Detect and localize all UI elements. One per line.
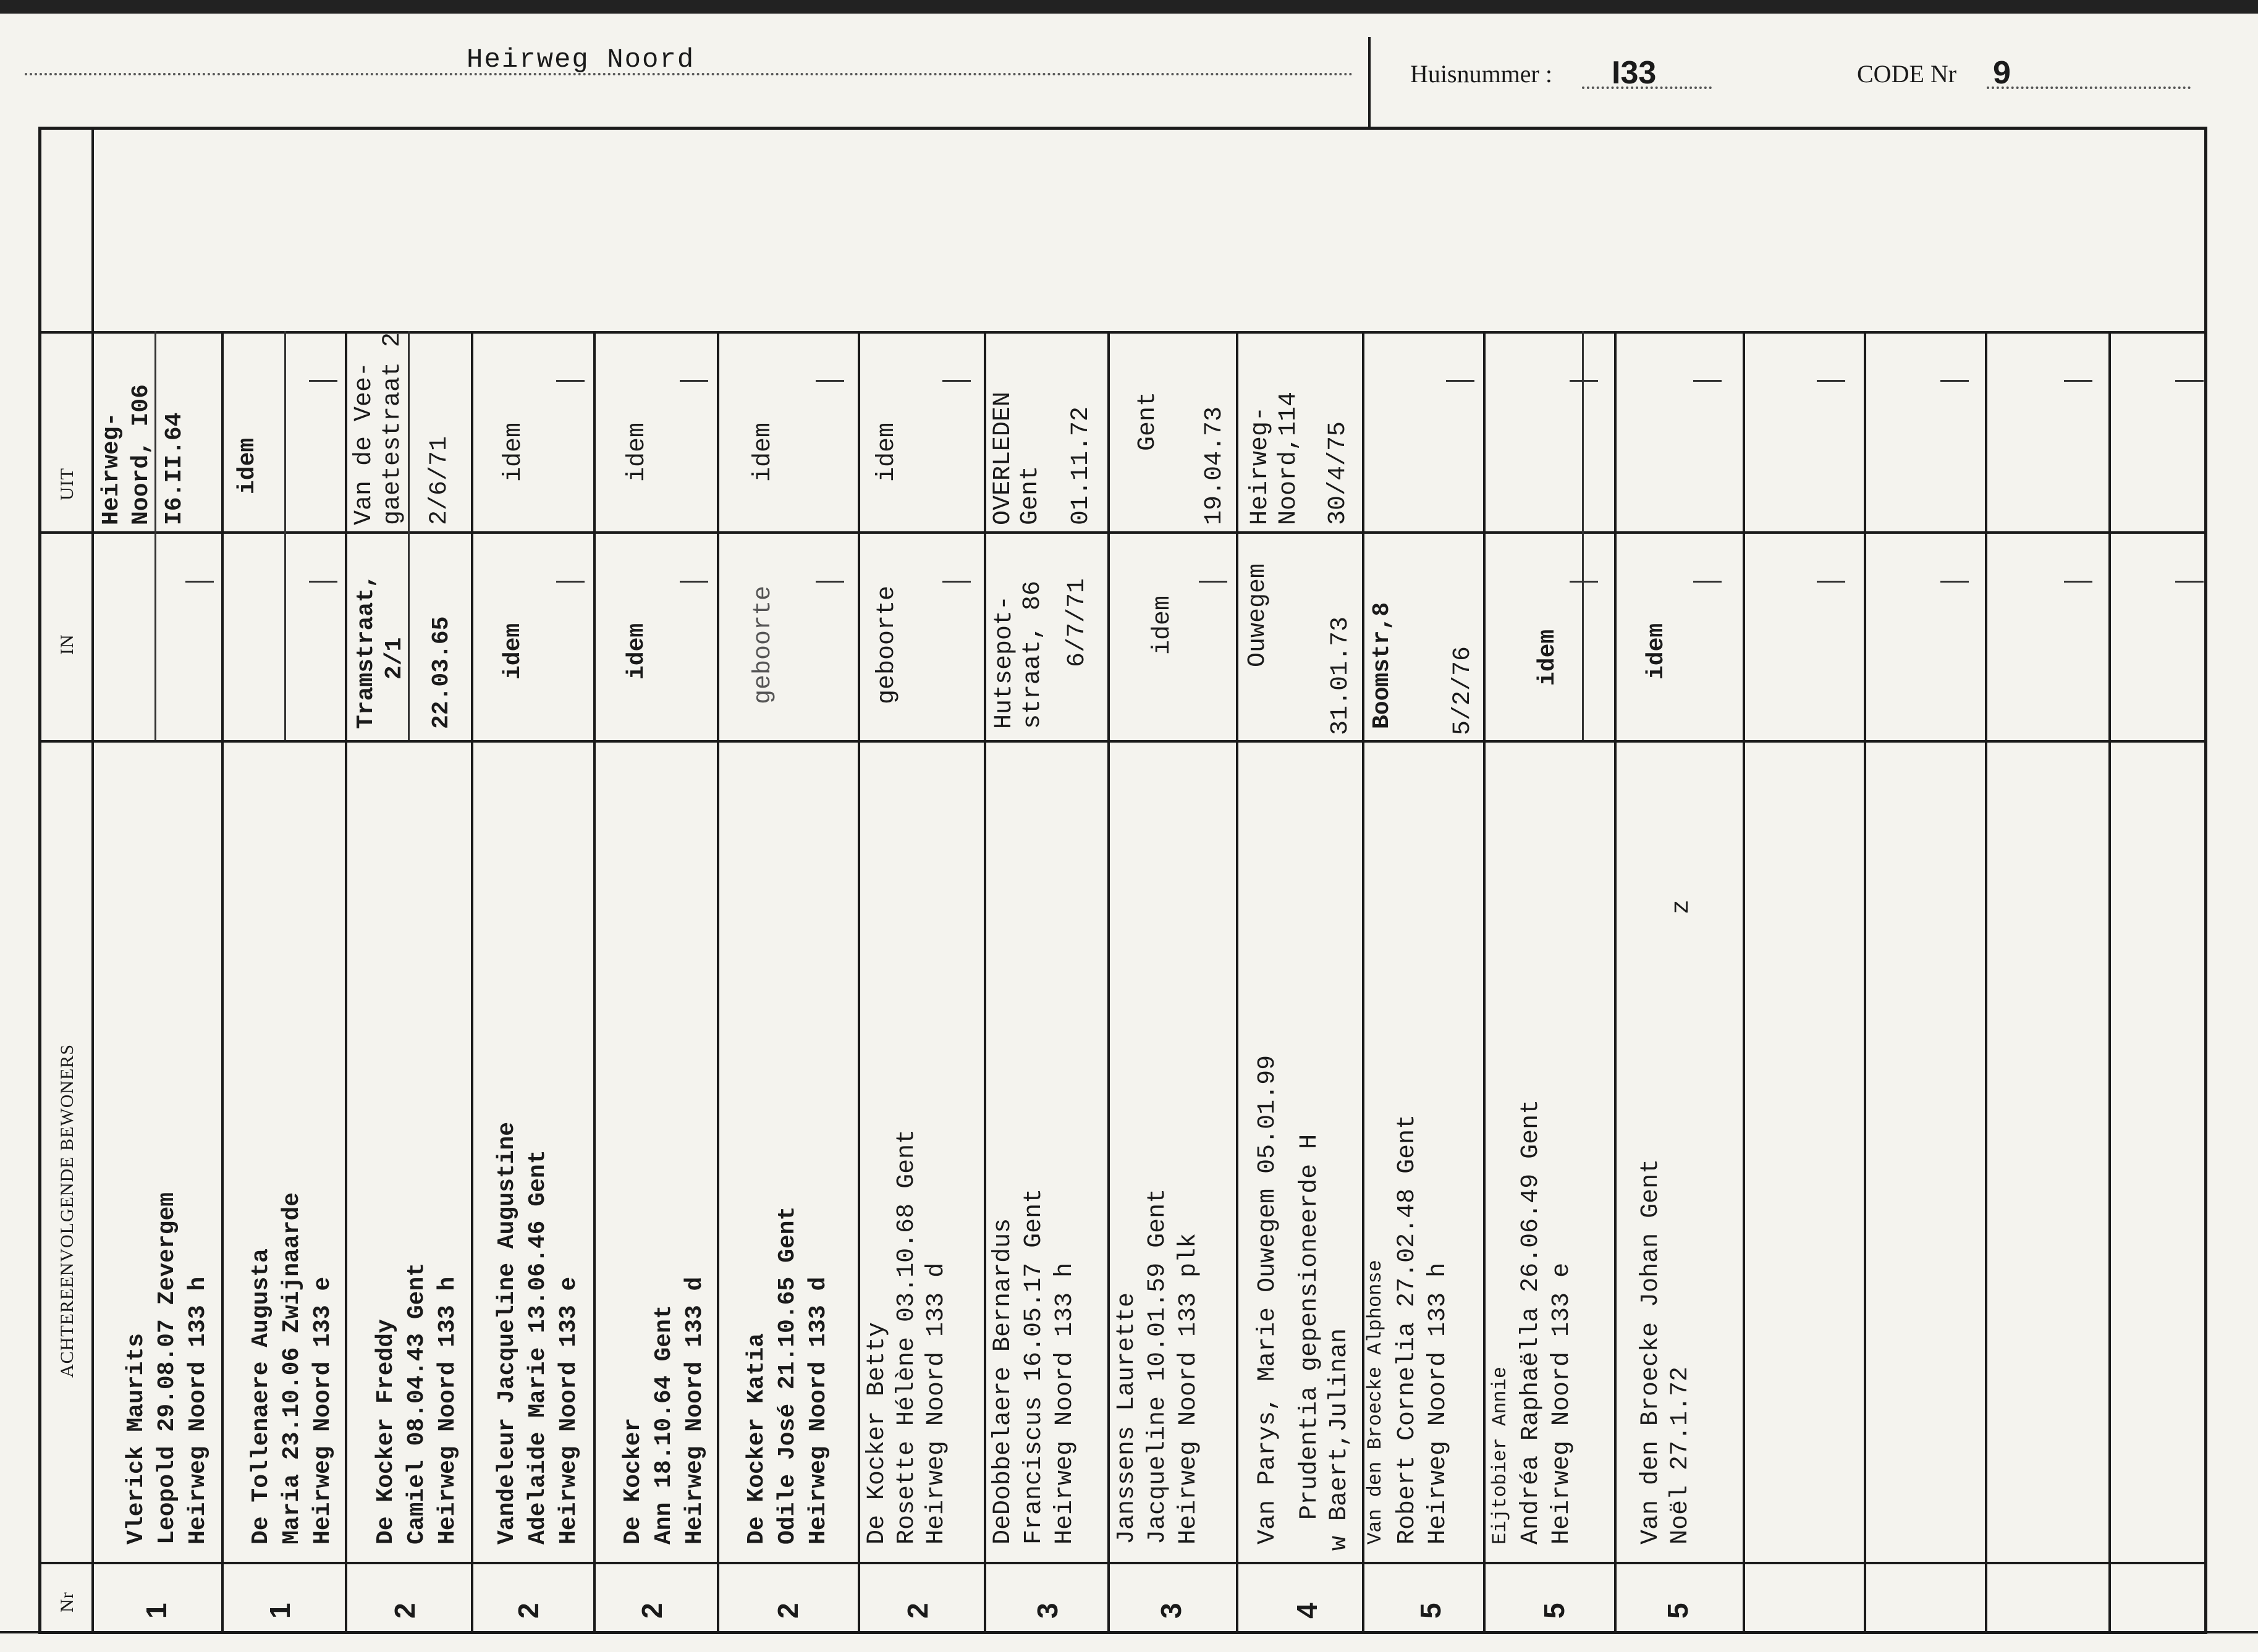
entry-in: Hutsepot- [991,595,1018,729]
row-divider [1614,331,1617,1632]
entry-nr: 2 [389,1603,421,1619]
entry-nr: 5 [1538,1603,1570,1619]
row-divider [717,331,719,1632]
col-uit-label: UIT [57,468,77,500]
subcell-line [1582,331,1584,531]
row-divider [858,331,860,1632]
empty-cell-mark [816,380,844,382]
code-label: CODE Nr [1857,60,1957,88]
entry-line: Robert Cornelia 27.02.48 Gent [1393,1114,1421,1545]
entry-uit: Noord, I06 [128,384,154,525]
entry-uit: idem [873,422,901,482]
entry-line: DeDobbelaere Bernardus [989,1218,1017,1545]
bewoners-top-line [38,740,2207,743]
row-divider [1743,331,1745,1632]
entry-nr: 5 [1662,1603,1694,1619]
empty-cell-mark [556,581,585,583]
entry-line: Andréa Raphaëlla 26.06.49 Gent [1517,1099,1545,1545]
street-name: Heirweg Noord [467,44,695,75]
entry-line: De Tollenaere Augusta [248,1249,274,1545]
empty-cell-mark [1570,380,1598,382]
entry-line: Heirweg Noord 133 h [185,1276,211,1545]
entry-uit: Heirweg- [98,412,125,525]
entry-uit: gaetestraat 2 [379,332,407,525]
entry-line: Prudentia gepensioneerde H [1296,1134,1324,1520]
code-value: 9 [1993,55,2011,91]
entry-line: Heirweg Noord 133 d [923,1262,950,1545]
empty-cell-mark [1570,581,1598,583]
entry-line: Heirweg Noord 133 d [805,1276,832,1545]
entry-line: De Kocker [620,1417,646,1545]
code-dotted-line [1987,86,2191,89]
entry-uit-date: 30/4/75 [1324,421,1352,525]
entry-in: geboorte [750,585,777,704]
entry-in: 2/1 [381,637,408,680]
entry-in-date: 5/2/76 [1449,646,1477,735]
empty-cell-mark [2175,581,2204,583]
col-bewoners-label: ACHTEREENVOLGENDE BEWONERS [57,1043,77,1378]
empty-cell-mark [1940,581,1969,583]
entry-nr: 1 [264,1603,296,1619]
entry-line: Van Parys, Marie Ouwegem 05.01.99 [1254,1055,1282,1545]
entry-in-date: 22.03.65 [428,616,455,729]
subcell-line [154,331,156,531]
empty-cell-mark [2064,380,2092,382]
entry-line: Rosette Hélène 03.10.68 Gent [893,1129,921,1545]
row-divider [1107,331,1110,1632]
empty-cell-mark [680,380,708,382]
subcell-line [284,331,286,531]
empty-cell-mark [1199,581,1227,583]
entry-line: Leopold 29.08.07 Zevergem [154,1192,180,1545]
entry-line: Heirweg Noord 133 plk [1175,1233,1203,1545]
entry-uit-date: I6.II.64 [161,412,188,525]
row-divider [1864,331,1866,1632]
label-column-divider [91,127,94,1634]
entry-line: Heirweg Noord 133 h [1051,1262,1079,1545]
row-divider [345,331,347,1632]
entry-in: Ouwegem [1244,563,1272,667]
entry-nr: 2 [512,1603,544,1619]
subcell-line [1582,531,1584,740]
empty-cell-mark [1817,380,1845,382]
empty-cell-mark [816,581,844,583]
row-divider [1985,331,1987,1632]
empty-cell-mark [1446,380,1474,382]
entry-line: Heirweg Noord 133 h [434,1276,461,1545]
entry-in: idem [1643,623,1670,680]
entry-line: Van den Broecke Johan Gent [1637,1158,1665,1545]
scan-top-edge [0,0,2258,14]
entry-line: Franciscus 16.05.17 Gent [1020,1188,1048,1545]
row-divider [2108,331,2111,1632]
empty-cell-mark [309,581,337,583]
entry-line: Adelaide Marie 13.06.46 Gent [525,1150,551,1545]
entry-line: Heirweg Noord 133 e [1548,1262,1576,1545]
entry-line: w Baert,Julinan [1326,1328,1353,1551]
entry-line: Heirweg Noord 133 d [682,1276,708,1545]
subcell-line [284,531,286,740]
col-nr-label: Nr [57,1591,77,1612]
entry-in: geboorte [873,585,901,704]
entry-line: Janssens Laurette [1113,1292,1141,1545]
col-in-label: IN [57,634,77,655]
entry-uit: Noord,114 [1275,391,1303,525]
row-divider [1483,331,1486,1632]
entry-line: Vlerick Maurits [123,1333,150,1545]
entry-line: Van den Broecke Alphonse [1364,1260,1387,1545]
entry-nr: 5 [1414,1603,1447,1619]
entry-in-date: 31.01.73 [1327,616,1355,735]
entry-uit: idem [750,422,777,482]
header-divider [1368,37,1371,130]
row-divider [221,331,224,1632]
row-divider [1236,331,1238,1632]
entry-line: De Kocker Freddy [373,1319,399,1545]
entry-line: Heirweg Noord 133 e [310,1276,336,1545]
empty-cell-mark [309,380,337,382]
entry-uit: Van de Vee- [350,361,378,525]
entry-in: idem [624,623,650,680]
row-divider [471,331,473,1632]
subcell-line [154,531,156,740]
entry-line: z [1668,899,1696,914]
entry-line: Ann 18.10.64 Gent [651,1305,677,1545]
entry-in: Tramstraat, [353,574,379,729]
entry-line: Jacqueline 10.01.59 Gent [1144,1188,1172,1545]
bottom-line [0,1631,2258,1633]
entry-uit: idem [234,437,261,494]
entry-nr: 2 [902,1603,934,1619]
entry-line: Odile José 21.10.65 Gent [774,1206,801,1545]
nr-top-line [38,1562,2207,1564]
entry-in: Boomstr,8 [1369,602,1395,729]
empty-cell-mark [1940,380,1969,382]
empty-cell-mark [942,581,971,583]
entry-line: Eijtobier Annie [1489,1366,1512,1545]
entry-uit: Gent [1017,465,1044,525]
entry-line: Camiel 08.04.43 Gent [404,1262,430,1545]
empty-cell-mark [185,581,214,583]
uit-top-line [38,331,2207,334]
entry-line: Heirweg Noord 133 e [556,1276,582,1545]
entry-line: Vandeleur Jacqueline Augustine [494,1121,520,1545]
in-top-line [38,531,2207,534]
subcell-line [408,331,410,531]
entry-in: straat, 86 [1019,580,1047,729]
entry-in: idem [1149,595,1177,655]
empty-cell-mark [556,380,585,382]
entry-uit-date: 01.11.72 [1067,406,1095,525]
entry-line: De Kocker Katia [743,1333,770,1545]
subcell-line [408,531,410,740]
empty-cell-mark [680,581,708,583]
entry-uit-date: 2/6/71 [426,436,454,525]
entry-nr: 2 [636,1603,668,1619]
row-divider [984,331,986,1632]
entry-uit: idem [500,422,528,482]
entry-in-date: 6/7/71 [1063,578,1091,667]
entry-uit: Gent [1134,391,1162,451]
entry-nr: 3 [1155,1603,1187,1619]
entry-uit-date: 19.04.73 [1201,406,1228,525]
empty-cell-mark [1693,581,1722,583]
empty-cell-mark [2064,581,2092,583]
empty-cell-mark [2175,380,2204,382]
entry-nr: 4 [1291,1603,1323,1619]
entry-uit: OVERLEDEN [989,391,1017,525]
empty-cell-mark [1817,581,1845,583]
entry-in: idem [500,623,526,680]
empty-cell-mark [1693,380,1722,382]
empty-cell-mark [942,380,971,382]
entry-nr: 2 [772,1603,804,1619]
entry-uit: Heirweg- [1246,406,1274,525]
row-divider [593,331,596,1632]
entry-line: Maria 23.10.06 Zwijnaarde [279,1192,305,1545]
entry-nr: 3 [1031,1603,1063,1619]
entry-line: Noël 27.1.72 [1667,1366,1694,1545]
entry-line: Heirweg Noord 133 h [1424,1262,1452,1545]
entry-uit: idem [624,422,651,482]
huisnummer-value: I33 [1612,55,1657,91]
entry-nr: 1 [140,1603,172,1619]
entry-line: De Kocker Betty [863,1321,891,1545]
entry-in: idem [1534,629,1561,686]
huisnummer-label: Huisnummer : [1410,60,1552,88]
